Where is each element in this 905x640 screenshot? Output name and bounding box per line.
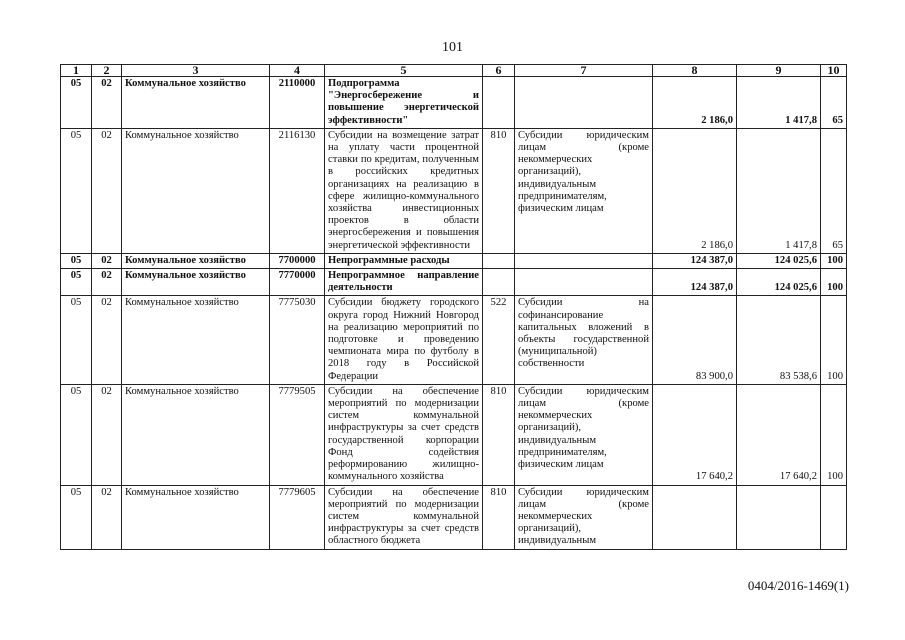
actual-amount-cell: 124 025,6 [737, 253, 821, 268]
description-cell: Субсидии на возмещение затрат на уплату части процентной ставки по кредитам, полученным в российских кредитных организациях на реализацию в сфере жилищно-коммунального хозяйства инвестиционных проектов в области энергосбережения и повышения энергетической эффективности [325, 128, 483, 253]
percent-cell [821, 485, 847, 549]
table-body [61, 77, 847, 550]
target-article-cell: 7775030 [270, 296, 325, 384]
expense-type-cell: 810 [483, 128, 515, 253]
expense-type-name-cell: Субсидии на софинансирование капитальных вложений в объекты государственной (муниципальной) собственности [515, 296, 653, 384]
description-cell: Непрограммные расходы [325, 253, 483, 268]
budget-table [60, 64, 847, 550]
header-col-2: 2 [92, 65, 122, 77]
section-cell: 05 [61, 296, 92, 384]
percent-cell: 100 [821, 296, 847, 384]
percent-cell: 100 [821, 384, 847, 485]
subsection-cell: 02 [92, 384, 122, 485]
target-article-cell: 2110000 [270, 77, 325, 129]
header-col-5: 5 [325, 65, 483, 77]
section-cell: 05 [61, 77, 92, 129]
section-cell: 05 [61, 269, 92, 296]
table-row [61, 77, 847, 129]
header-col-1: 1 [61, 65, 92, 77]
expense-type-cell [483, 269, 515, 296]
description-cell: Непрограммное направление деятельности [325, 269, 483, 296]
document-code: 0404/2016-1469(1) [747, 578, 849, 593]
name-cell: Коммунальное хозяйство [122, 485, 270, 549]
actual-amount-cell: 83 538,6 [737, 296, 821, 384]
description-cell: Субсидии на обеспечение мероприятий по модернизации систем коммунальной инфраструктуры за счет средств областного бюджета [325, 485, 483, 549]
description-cell: Субсидии на обеспечение мероприятий по модернизации систем коммунальной инфраструктуры за счет средств государственной корпорации Фонд содействия реформированию жилищно-коммунального хозяйства [325, 384, 483, 485]
expense-type-name-cell: Субсидии юридическим лицам (кроме некоммерческих организаций), индивидуальным предпринимателям, физическим лицам [515, 384, 653, 485]
header-col-8: 8 [653, 65, 737, 77]
expense-type-name-cell: Субсидии юридическим лицам (кроме некоммерческих организаций), индивидуальным [515, 485, 653, 549]
plan-amount-cell: 83 900,0 [653, 296, 737, 384]
header-col-3: 3 [122, 65, 270, 77]
expense-type-cell: 810 [483, 485, 515, 549]
target-article-cell: 7779605 [270, 485, 325, 549]
percent-cell: 65 [821, 77, 847, 129]
expense-type-name-cell: Субсидии юридическим лицам (кроме некоммерческих организаций), индивидуальным предпринимателям, физическим лицам [515, 128, 653, 253]
expense-type-cell [483, 253, 515, 268]
table-row [61, 269, 847, 296]
percent-cell: 100 [821, 269, 847, 296]
header-col-4: 4 [270, 65, 325, 77]
description-cell: Субсидии бюджету городского округа город Нижний Новгород на реализацию мероприятий по подготовке и проведению чемпионата мира по футболу в 2018 году в Российской Федерации [325, 296, 483, 384]
subsection-cell: 02 [92, 485, 122, 549]
expense-type-cell: 810 [483, 384, 515, 485]
name-cell: Коммунальное хозяйство [122, 384, 270, 485]
name-cell: Коммунальное хозяйство [122, 77, 270, 129]
plan-amount-cell: 2 186,0 [653, 128, 737, 253]
section-cell: 05 [61, 253, 92, 268]
section-cell: 05 [61, 384, 92, 485]
percent-cell: 100 [821, 253, 847, 268]
subsection-cell: 02 [92, 296, 122, 384]
table-row [61, 384, 847, 485]
actual-amount-cell: 17 640,2 [737, 384, 821, 485]
expense-type-cell: 522 [483, 296, 515, 384]
expense-type-name-cell [515, 253, 653, 268]
section-cell: 05 [61, 128, 92, 253]
table-row [61, 296, 847, 384]
target-article-cell: 2116130 [270, 128, 325, 253]
table-row [61, 485, 847, 549]
actual-amount-cell [737, 485, 821, 549]
header-col-9: 9 [737, 65, 821, 77]
actual-amount-cell: 1 417,8 [737, 128, 821, 253]
plan-amount-cell: 17 640,2 [653, 384, 737, 485]
percent-cell: 65 [821, 128, 847, 253]
name-cell: Коммунальное хозяйство [122, 128, 270, 253]
plan-amount-cell: 2 186,0 [653, 77, 737, 129]
header-col-6: 6 [483, 65, 515, 77]
plan-amount-cell [653, 485, 737, 549]
table-row [61, 128, 847, 253]
name-cell: Коммунальное хозяйство [122, 296, 270, 384]
description-cell: Подпрограмма "Энергосбережение и повышение энергетической эффективности" [325, 77, 483, 129]
header-col-10: 10 [821, 65, 847, 77]
page-number: 101 [442, 40, 463, 55]
section-cell: 05 [61, 485, 92, 549]
subsection-cell: 02 [92, 269, 122, 296]
plan-amount-cell: 124 387,0 [653, 269, 737, 296]
target-article-cell: 7700000 [270, 253, 325, 268]
table-row [61, 253, 847, 268]
plan-amount-cell: 124 387,0 [653, 253, 737, 268]
subsection-cell: 02 [92, 253, 122, 268]
target-article-cell: 7779505 [270, 384, 325, 485]
actual-amount-cell: 124 025,6 [737, 269, 821, 296]
subsection-cell: 02 [92, 77, 122, 129]
expense-type-name-cell [515, 77, 653, 129]
table-header-row [61, 65, 847, 77]
name-cell: Коммунальное хозяйство [122, 269, 270, 296]
expense-type-cell [483, 77, 515, 129]
target-article-cell: 7770000 [270, 269, 325, 296]
header-col-7: 7 [515, 65, 653, 77]
subsection-cell: 02 [92, 128, 122, 253]
actual-amount-cell: 1 417,8 [737, 77, 821, 129]
expense-type-name-cell [515, 269, 653, 296]
name-cell: Коммунальное хозяйство [122, 253, 270, 268]
